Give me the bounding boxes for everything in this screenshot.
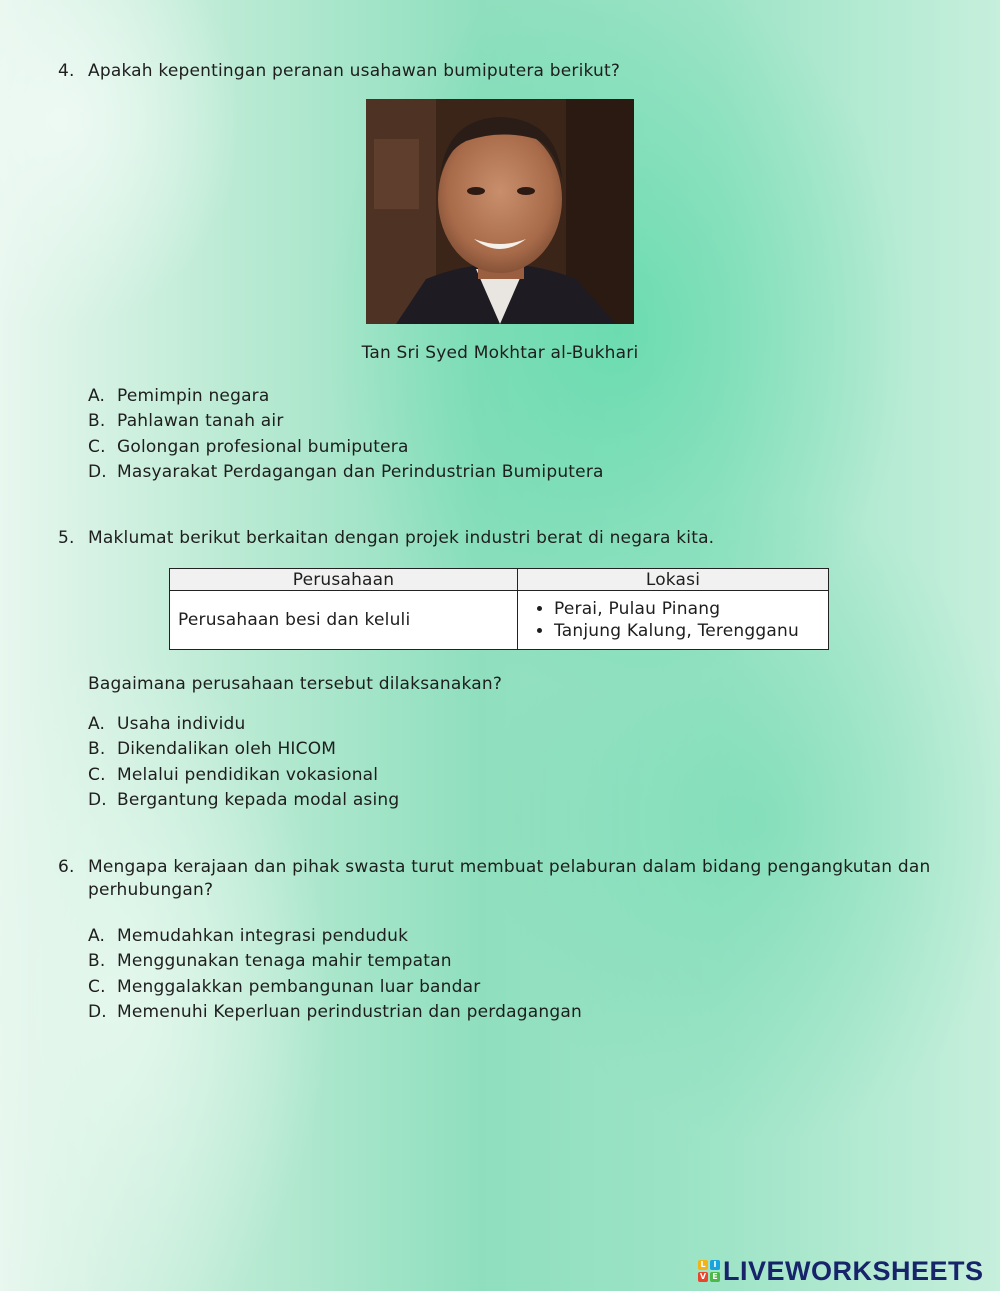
table-row [170, 591, 829, 650]
option-d[interactable] [88, 460, 604, 485]
option-c[interactable] [88, 975, 582, 1000]
option-text: Bergantung kepada modal asing [117, 789, 400, 810]
option-text: Pemimpin negara [117, 386, 270, 406]
option-letter: D. [88, 789, 107, 810]
list-item: • Perai, Pulau Pinang [554, 598, 828, 620]
question-number: 6. [58, 857, 75, 877]
option-text: Memudahkan integrasi penduduk [117, 926, 409, 946]
option-b[interactable] [88, 737, 399, 762]
list-item: • Tanjung Kalung, Terengganu [554, 620, 828, 642]
option-text: Menggalakkan pembangunan luar bandar [117, 976, 481, 997]
logo-tile: I [710, 1260, 720, 1270]
option-letter: D. [88, 461, 107, 482]
option-letter: A. [88, 386, 106, 406]
option-letter: A. [88, 714, 106, 734]
logo-text: LIVEWORKSHEETS [723, 1255, 984, 1286]
logo-tile: L [698, 1260, 708, 1270]
option-c[interactable] [88, 435, 604, 460]
option-letter: C. [88, 436, 106, 457]
option-letter: C. [88, 764, 106, 785]
sub-question: Bagaimana perusahaan tersebut dilaksanakan? [88, 674, 503, 694]
option-letter: B. [88, 951, 106, 972]
option-text: Golongan profesional bumiputera [117, 436, 409, 457]
portrait-photo [366, 99, 634, 324]
location-list [526, 598, 828, 642]
q5-options [88, 712, 399, 813]
question-stem: Maklumat berikut berkaitan dengan projek industri berat di negara kita. [88, 528, 715, 548]
logo-tile: V [699, 1272, 707, 1281]
option-letter: B. [88, 739, 106, 760]
portrait-illustration [366, 99, 634, 324]
photo-caption: Tan Sri Syed Mokhtar al-Bukhari [361, 343, 639, 363]
logo-tile: E [710, 1272, 720, 1282]
question-number: 4. [58, 61, 75, 81]
option-text: Pahlawan tanah air [117, 411, 284, 432]
question-stem: Apakah kepentingan peranan usahawan bumiputera berikut? [88, 61, 621, 81]
option-b[interactable] [88, 949, 582, 974]
option-text: Memenuhi Keperluan perindustrian dan perdagangan [117, 1001, 582, 1022]
industry-table [169, 568, 829, 650]
option-text: Menggunakan tenaga mahir tempatan [117, 951, 452, 972]
option-text: Dikendalikan oleh HICOM [117, 739, 337, 760]
option-a[interactable] [88, 924, 582, 949]
table-header-lokasi: Lokasi [518, 569, 829, 591]
option-letter: A. [88, 926, 106, 946]
q4-options [88, 384, 604, 485]
option-letter: B. [88, 411, 106, 432]
question-number: 5. [58, 528, 75, 548]
option-letter: D. [88, 1001, 107, 1022]
liveworksheets-logo [698, 1256, 984, 1286]
option-text: Masyarakat Perdagangan dan Perindustrian Bumiputera [117, 461, 604, 482]
option-a[interactable] [88, 712, 399, 737]
logo-mark-icon [698, 1260, 720, 1282]
table-cell-company: Perusahaan besi dan keluli [170, 591, 518, 650]
table-cell-locations [518, 591, 829, 650]
option-a[interactable] [88, 384, 604, 409]
option-c[interactable] [88, 763, 399, 788]
q6-options [88, 924, 582, 1025]
table-header-perusahaan: Perusahaan [170, 569, 518, 591]
option-text: Usaha individu [117, 714, 246, 734]
option-d[interactable] [88, 1000, 582, 1025]
question-stem: Mengapa kerajaan dan pihak swasta turut membuat pelaburan dalam bidang pengangkutan dan perhubungan? [88, 857, 931, 900]
option-text: Melalui pendidikan vokasional [117, 764, 379, 785]
option-d[interactable] [88, 788, 399, 813]
option-b[interactable] [88, 409, 604, 434]
option-letter: C. [88, 976, 106, 997]
